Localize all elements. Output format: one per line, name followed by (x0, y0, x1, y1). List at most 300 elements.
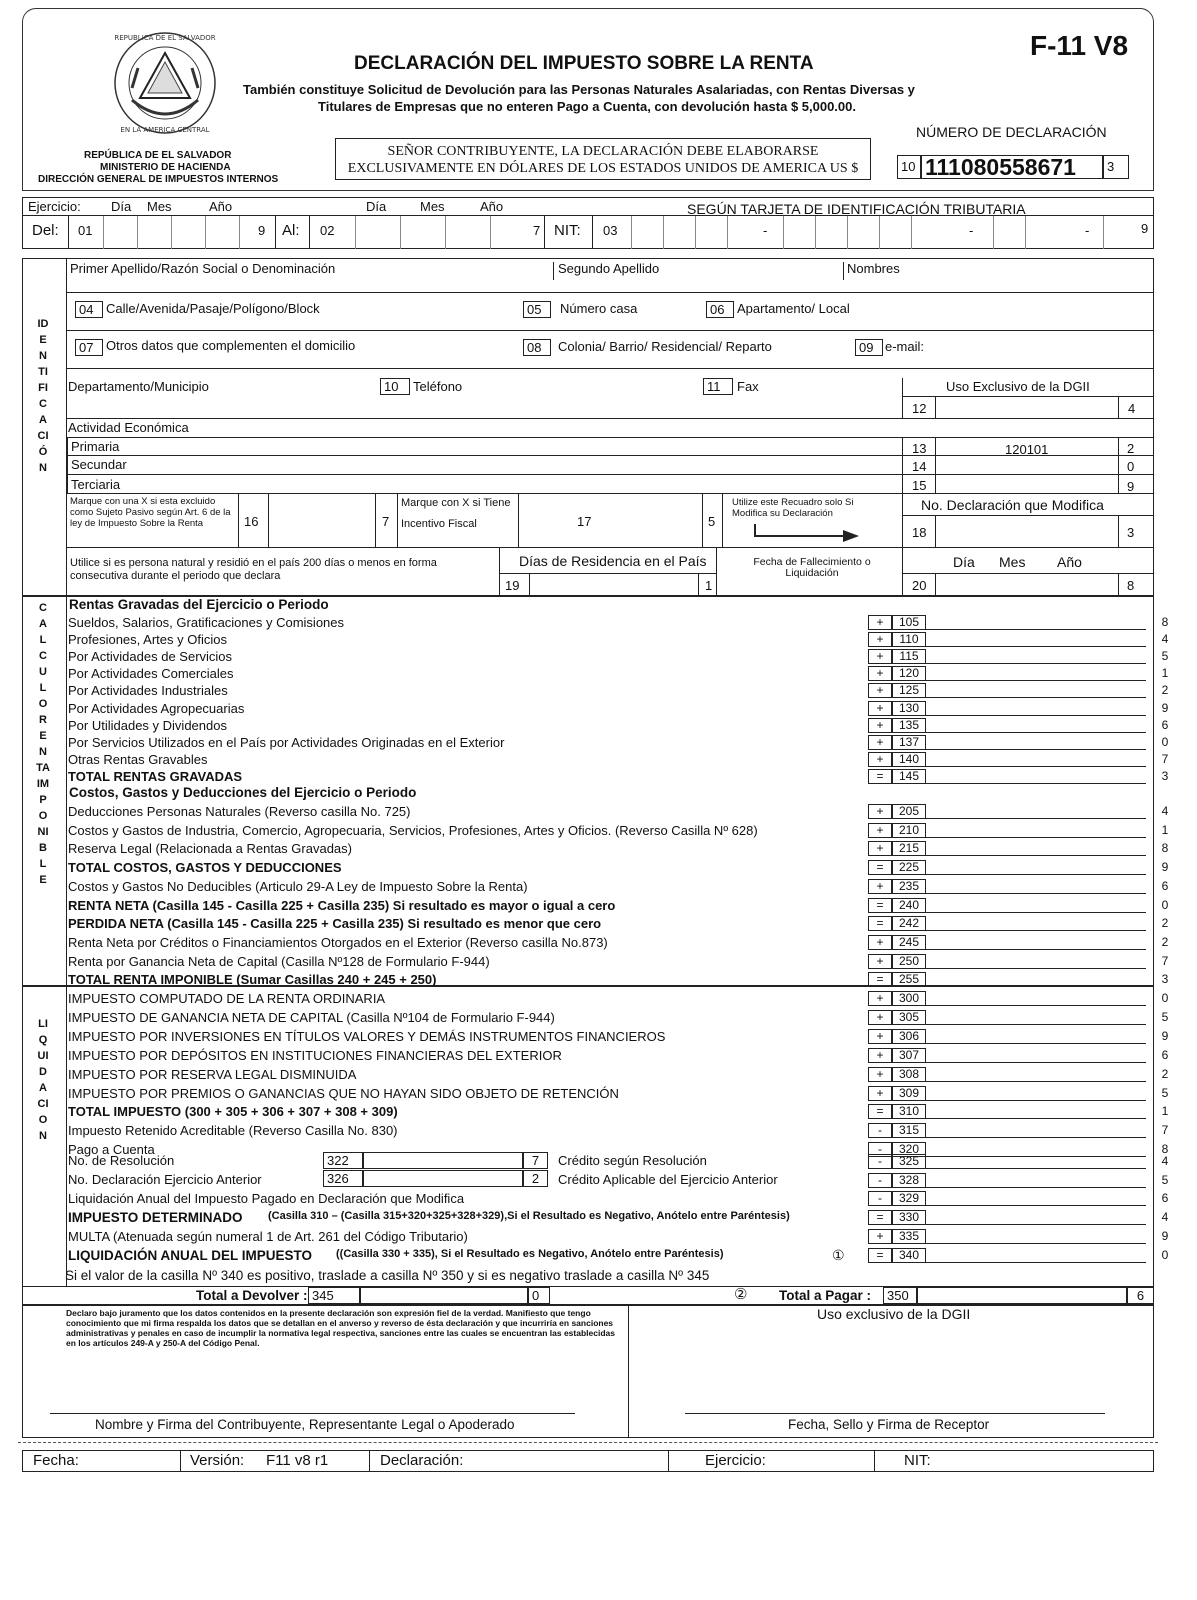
row-205 (68, 803, 1172, 820)
row-casilla: 215 (892, 841, 926, 856)
row-label: Impuesto Retenido Acreditable (Reverso Casilla No. 830) (68, 1123, 398, 1139)
check-20: 8 (1127, 578, 1135, 593)
row-110 (68, 631, 1172, 648)
segundo-apellido-label: Segundo Apellido (558, 261, 660, 276)
coat-of-arms-seal (110, 28, 220, 138)
fax-label: Fax (737, 379, 759, 394)
row-casilla: 245 (892, 935, 926, 950)
row-label: Costos y Gastos No Deducibles (Articulo 29-A Ley de Impuesto Sobre la Renta) (68, 878, 528, 894)
notice-line-2: EXCLUSIVAMENTE EN DÓLARES DE LOS ESTADOS UNIDOS DE AMERICA US $ (347, 161, 859, 176)
row-operator: + (868, 1086, 892, 1101)
row-label: Por Actividades Agropecuarias (68, 700, 245, 716)
liquidation-side-label: LIQUIDACION (37, 1018, 49, 1142)
row-check: 6 (1161, 1047, 1169, 1062)
no-resolucion-label: No. de Resolución (68, 1153, 175, 1168)
row-label: Renta por Ganancia Neta de Capital (Casilla Nº128 de Formulario F-944) (68, 953, 490, 969)
row-120 (68, 665, 1172, 682)
nit-title: SEGÚN TARJETA DE IDENTIFICACIÓN TRIBUTARIA (687, 201, 1026, 217)
row-335: MULTA (Atenuada según numeral 1 de Art. 261 del Código Tributario) + 335 9 (68, 1229, 1169, 1244)
row-check: 8 (1161, 615, 1169, 629)
row-check: 3 (1161, 972, 1169, 987)
row-casilla: 110 (892, 632, 926, 647)
row-value-input[interactable] (926, 935, 1146, 950)
row-240 (68, 897, 1172, 914)
apartamento-label: Apartamento/ Local (737, 301, 850, 316)
primer-apellido-label: Primer Apellido/Razón Social o Denominación (70, 261, 336, 276)
row-label: TOTAL RENTA IMPONIBLE (Sumar Casillas 240 + 245 + 250) (68, 972, 437, 988)
check-350: 6 (1127, 1287, 1154, 1304)
row-operator: + (868, 954, 892, 969)
row-check: 5 (1161, 1009, 1169, 1024)
credito-anterior-label: Crédito Aplicable del Ejercicio Anterior (558, 1172, 778, 1187)
costos-title: Costos, Gastos y Deducciones del Ejercicio o Periodo (69, 785, 417, 800)
row-casilla: 235 (892, 879, 926, 894)
row-casilla: 240 (892, 898, 926, 913)
check-19: 1 (705, 578, 713, 593)
rentas-gravadas-title: Rentas Gravadas del Ejercicio o Periodo (69, 597, 329, 612)
del-casilla: 01 (78, 223, 93, 238)
row-casilla: 309 (892, 1086, 926, 1101)
row-casilla: 115 (892, 649, 926, 664)
row-operator: = (868, 898, 892, 913)
row-value-input[interactable] (926, 718, 1146, 733)
row-check: 2 (1161, 916, 1169, 931)
nit-box (592, 216, 1154, 249)
row-casilla: 308 (892, 1067, 926, 1082)
al-anio-label: Año (480, 199, 504, 214)
del-date-box (68, 216, 276, 249)
row-operator: = (868, 1104, 892, 1119)
row-value-input[interactable] (926, 615, 1146, 630)
row-casilla: 310 (892, 1104, 926, 1119)
row-value-input[interactable] (926, 735, 1146, 750)
row-operator: + (868, 991, 892, 1006)
row-casilla: 130 (892, 701, 926, 716)
row-label: Por Actividades de Servicios (68, 649, 233, 665)
nit-casilla: 03 (603, 223, 618, 238)
row-casilla: 306 (892, 1029, 926, 1044)
row-casilla: 307 (892, 1048, 926, 1063)
row-check: 4 (1161, 804, 1169, 818)
row-operator: - (868, 1142, 892, 1157)
row-125 (68, 682, 1172, 699)
row-215 (68, 840, 1172, 857)
row-315 (68, 1122, 1172, 1139)
row-operator: = (868, 972, 892, 987)
casilla-18: 18 (912, 525, 927, 540)
row-operator: + (868, 615, 892, 630)
row-value-input[interactable] (926, 1029, 1146, 1044)
row-check: 3 (1161, 768, 1169, 783)
firma-contribuyente-label: Nombre y Firma del Contribuyente, Representante Legal o Apoderado (95, 1417, 515, 1432)
row-check: 8 (1161, 1142, 1169, 1157)
check-12: 4 (1128, 401, 1136, 416)
row-label: IMPUESTO COMPUTADO DE LA RENTA ORDINARIA (68, 991, 386, 1006)
al-dia-label: Día (366, 199, 387, 214)
row-310 (68, 1103, 1172, 1120)
row-casilla: 255 (892, 972, 926, 987)
row-value-input[interactable] (926, 666, 1146, 681)
row-value-input[interactable] (926, 954, 1146, 969)
check-326: 2 (523, 1170, 548, 1187)
row-value-input[interactable] (926, 823, 1146, 838)
casilla-17: 17 (577, 514, 592, 529)
row-casilla: 205 (892, 804, 926, 819)
colonia-label: Colonia/ Barrio/ Residencial/ Reparto (558, 339, 772, 354)
row-label: Otras Rentas Gravables (68, 751, 208, 767)
row-value-input[interactable] (926, 1086, 1146, 1101)
row-label: Sueldos, Salarios, Gratificaciones y Comisiones (68, 615, 345, 630)
nit-dash-2: - (969, 223, 974, 238)
incentivo-label-2: Incentivo Fiscal (401, 518, 477, 530)
notice-line-1: SEÑOR CONTRIBUYENTE, LA DECLARACIÓN DEBE ELABORARSE (387, 144, 819, 159)
casilla-13: 13 (912, 441, 927, 456)
row-casilla: 315 (892, 1123, 926, 1138)
row-210 (68, 822, 1172, 839)
row-value-input[interactable] (926, 1123, 1146, 1138)
row-label: TOTAL IMPUESTO (300 + 305 + 306 + 307 + 308 + 309) (68, 1104, 398, 1120)
row-check: 2 (1161, 683, 1169, 698)
row-operator: + (868, 649, 892, 664)
row-label: IMPUESTO POR INVERSIONES EN TÍTULOS VALORES Y DEMÁS INSTRUMENTOS FINANCIEROS (68, 1028, 666, 1044)
check-16: 7 (382, 514, 390, 529)
row-check: 6 (1161, 878, 1169, 893)
receipt-fecha-label: Fecha: (33, 1452, 79, 1469)
total-pagar-input[interactable] (917, 1287, 1127, 1304)
row-check: 0 (1161, 897, 1169, 912)
row-300 (68, 990, 1172, 1007)
row-label: IMPUESTO DE GANANCIA NETA DE CAPITAL (Casilla Nº104 de Formulario F-944) (68, 1009, 555, 1025)
row-check: 5 (1161, 1085, 1169, 1100)
row-casilla: 210 (892, 823, 926, 838)
row-label: Costos y Gastos de Industria, Comercio, Agropecuaria, Servicios, Profesiones, Artes y Oficios. (Reverso Casilla Nº 628) (68, 822, 758, 838)
row-306 (68, 1028, 1172, 1045)
total-pagar-label: Total a Pagar : (779, 1288, 872, 1303)
casilla-04: 04 (75, 301, 103, 318)
row-label: Renta Neta por Créditos o Financiamientos Otorgados en el Exterior (Reverso casilla No.873) (68, 934, 608, 950)
receipt-ejercicio-label: Ejercicio: (705, 1452, 766, 1469)
row-check: 9 (1161, 700, 1169, 715)
casilla-09: 09 (855, 339, 883, 356)
row-value-input[interactable] (926, 804, 1146, 819)
row-operator: = (868, 860, 892, 875)
row-check: 7 (1161, 1123, 1169, 1138)
del-anio-label: Año (209, 199, 233, 214)
row-label: Por Actividades Industriales (68, 683, 228, 699)
issuer-direction: DIRECCIÓN GENERAL DE IMPUESTOS INTERNOS (38, 174, 279, 185)
row-140 (68, 751, 1172, 768)
row-operator: = (868, 769, 892, 784)
row-340: LIQUIDACIÓN ANUAL DEL IMPUESTO ((Casilla 330 + 335), Si el Resultado es Negativo, Anótelo entre Paréntesis) ① = 340 0 (68, 1247, 1169, 1263)
row-value-input[interactable] (926, 991, 1146, 1006)
nit-dash-1: - (763, 223, 768, 238)
casilla-15: 15 (912, 478, 927, 493)
form-subtitle-2: Titulares de Empresas que no enteren Pago a Cuenta, con devolución hasta $ 5,000.00. (318, 99, 856, 114)
casilla-06: 06 (706, 301, 734, 318)
row-308 (68, 1066, 1172, 1083)
row-250 (68, 953, 1172, 970)
total-devolver-input[interactable] (360, 1287, 528, 1304)
row-operator: + (868, 718, 892, 733)
casilla-322: 322 (323, 1152, 363, 1169)
casilla-08: 08 (523, 339, 551, 356)
check-17: 5 (708, 514, 716, 529)
row-305 (68, 1009, 1172, 1026)
identification-side-label: IDENTIFICACIÓN (37, 318, 49, 474)
row-value-input[interactable] (926, 683, 1146, 698)
row-value-input[interactable] (926, 1104, 1146, 1119)
row-casilla: 320 (892, 1142, 926, 1157)
arrow-right-icon (753, 522, 863, 544)
incentivo-label-1: Marque con X si Tiene (401, 497, 511, 509)
form-title: DECLARACIÓN DEL IMPUESTO SOBRE LA RENTA (354, 53, 814, 74)
row-label: Por Utilidades y Dividendos (68, 717, 227, 733)
al-date-box (309, 216, 545, 249)
declaration-number-label: NÚMERO DE DECLARACIÓN (916, 124, 1107, 140)
fallecimiento-dia-label: Día (953, 554, 975, 570)
issuer-country: REPÚBLICA DE EL SALVADOR (84, 150, 232, 161)
row-operator: + (868, 804, 892, 819)
row-label: IMPUESTO POR PREMIOS O GANANCIAS QUE NO HAYAN SIDO OBJETO DE RETENCIÓN (68, 1085, 619, 1101)
departamento-label: Departamento/Municipio (68, 379, 209, 394)
del-mes-label: Mes (147, 199, 172, 214)
receipt-declaracion-label: Declaración: (380, 1452, 464, 1469)
row-operator: + (868, 841, 892, 856)
row-value-input[interactable] (926, 632, 1146, 647)
residio-label: Utilice si es persona natural y residió en el país 200 días o menos en forma consecutiva durante el periodo que declara (70, 557, 437, 582)
row-check: 1 (1161, 666, 1169, 681)
al-casilla: 02 (320, 223, 335, 238)
modifica-label: Utilize este Recuadro solo Si Modifica su Declaración (732, 497, 854, 519)
secundar-label: Secundar (71, 457, 127, 472)
row-casilla: 140 (892, 752, 926, 767)
row-casilla: 242 (892, 916, 926, 931)
row-casilla: 120 (892, 666, 926, 681)
receipt-nit-label: NIT: (904, 1452, 931, 1469)
row-casilla: 305 (892, 1010, 926, 1025)
fallecimiento-label: Fecha de Fallecimiento o Liquidación (753, 556, 871, 579)
no-decl-anterior-label: No. Declaración Ejercicio Anterior (68, 1172, 262, 1187)
receipt-version-value: F11 v8 r1 (266, 1452, 329, 1469)
row-casilla: 137 (892, 735, 926, 750)
traslade-note: Si el valor de la casilla Nº 340 es positivo, traslade a casilla Nº 350 y si es negativo traslade a casilla Nº 345 (65, 1268, 710, 1283)
casilla-05: 05 (523, 301, 551, 318)
row-operator: + (868, 879, 892, 894)
row-115 (68, 648, 1172, 665)
row-casilla: 225 (892, 860, 926, 875)
total-devolver-label: Total a Devolver : (196, 1288, 308, 1303)
actividad-primaria-code: 120101 (1005, 442, 1049, 457)
row-operator: = (868, 916, 892, 931)
check-15: 9 (1127, 479, 1135, 494)
row-329: Liquidación Anual del Impuesto Pagado en Declaración que Modifica - 329 6 (68, 1191, 1169, 1206)
excluido-label: Marque con una X si esta excluido como Sujeto Pasivo según Art. 6 de la ley de Impuesto Sobre la Renta (70, 496, 231, 529)
circle-2-marker: ② (734, 1286, 748, 1303)
signature-line-left (50, 1413, 575, 1414)
row-operator: + (868, 683, 892, 698)
row-operator: + (868, 632, 892, 647)
al-mes-label: Mes (420, 199, 445, 214)
email-label: e-mail: (885, 339, 925, 354)
declaration-check: 3 (1103, 155, 1129, 179)
casilla-16: 16 (244, 514, 259, 529)
casilla-14: 14 (912, 459, 927, 474)
casilla-19: 19 (505, 578, 520, 593)
al-check: 7 (533, 223, 541, 238)
casilla-20: 20 (912, 578, 927, 593)
row-label: Pago a Cuenta (68, 1142, 155, 1158)
casilla-07: 07 (75, 339, 103, 356)
row-check: 5 (1161, 649, 1169, 664)
row-330: IMPUESTO DETERMINADO (Casilla 310 – (Casilla 315+320+325+328+329),Si el Resultado es Negativo, Anótelo entre Paréntesis) = 330 4 (68, 1210, 1169, 1225)
no-decl-modifica-label: No. Declaración que Modifica (921, 497, 1104, 513)
row-operator: + (868, 701, 892, 716)
row-label: TOTAL RENTAS GRAVADAS (68, 768, 243, 784)
casilla-345: 345 (308, 1287, 360, 1304)
row-label: Por Actividades Comerciales (68, 666, 234, 682)
row-325: - 325 4 (68, 1153, 1172, 1170)
form-code: F-11 V8 (1030, 30, 1129, 61)
row-operator: - (868, 1123, 892, 1138)
row-135 (68, 717, 1172, 734)
casilla-326: 326 (323, 1170, 363, 1187)
fallecimiento-anio-label: Año (1057, 554, 1082, 570)
declaration-prefix: 10 (897, 155, 921, 179)
nit-label: NIT: (554, 222, 581, 239)
row-label: IMPUESTO POR DEPÓSITOS EN INSTITUCIONES FINANCIERAS DEL EXTERIOR (68, 1047, 562, 1063)
row-value-input[interactable] (926, 1010, 1146, 1025)
row-operator: + (868, 1048, 892, 1063)
row-328: - 328 5 (68, 1172, 1172, 1189)
row-value-input[interactable] (926, 701, 1146, 716)
row-242 (68, 915, 1172, 932)
row-casilla: 145 (892, 769, 926, 784)
row-label: Deducciones Personas Naturales (Reverso casilla No. 725) (68, 804, 411, 819)
row-casilla: 135 (892, 718, 926, 733)
del-dia-label: Día (111, 199, 132, 214)
row-operator: + (868, 1010, 892, 1025)
row-check: 1 (1161, 1104, 1169, 1119)
declaration-number: 111080558671 (921, 155, 1103, 179)
row-casilla: 250 (892, 954, 926, 969)
del-label: Del: (32, 222, 59, 239)
row-label: TOTAL COSTOS, GASTOS Y DEDUCCIONES (68, 860, 342, 876)
svg-text:EN LA AMERICA CENTRAL: EN LA AMERICA CENTRAL (120, 126, 210, 134)
check-322: 7 (523, 1152, 548, 1169)
check-18: 3 (1127, 525, 1135, 540)
row-check: 8 (1161, 841, 1169, 856)
row-label: Por Servicios Utilizados en el País por Actividades Originadas en el Exterior (68, 734, 505, 750)
numero-casa-label: Número casa (560, 301, 638, 316)
row-235 (68, 878, 1172, 895)
row-casilla: 300 (892, 991, 926, 1006)
nit-dash-3: - (1085, 223, 1090, 238)
firma-receptor-label: Fecha, Sello y Firma de Receptor (788, 1417, 990, 1432)
terciaria-label: Terciaria (71, 477, 121, 492)
currency-notice (335, 138, 871, 180)
row-check: 0 (1161, 991, 1169, 1005)
otros-datos-label: Otros datos que complementen el domicilio (106, 338, 356, 353)
fallecimiento-mes-label: Mes (999, 554, 1026, 570)
row-operator: + (868, 935, 892, 950)
row-operator: + (868, 823, 892, 838)
row-137 (68, 734, 1172, 751)
row-check: 0 (1161, 734, 1169, 749)
telefono-label: Teléfono (413, 379, 463, 394)
row-value-input[interactable] (926, 860, 1146, 875)
row-operator: + (868, 1067, 892, 1082)
primaria-label: Primaria (71, 439, 120, 454)
credito-resolucion-label: Crédito según Resolución (558, 1153, 707, 1168)
actividad-label: Actividad Económica (68, 420, 189, 435)
row-value-input[interactable] (926, 841, 1146, 856)
row-casilla: 105 (892, 615, 926, 630)
row-check: 7 (1161, 953, 1169, 968)
issuer-ministry: MINISTERIO DE HACIENDA (100, 162, 231, 173)
row-130 (68, 700, 1172, 717)
check-345: 0 (528, 1287, 550, 1304)
row-label: RENTA NETA (Casilla 145 - Casilla 225 + Casilla 235) Si resultado es mayor o igual a cero (68, 897, 616, 913)
row-225 (68, 859, 1172, 876)
row-value-input[interactable] (926, 769, 1146, 784)
row-casilla: 125 (892, 683, 926, 698)
row-check: 2 (1161, 1066, 1169, 1081)
row-check: 1 (1161, 822, 1169, 837)
casilla-10: 10 (380, 378, 410, 395)
row-105 (68, 614, 1172, 631)
row-check: 2 (1161, 934, 1169, 949)
form-subtitle-1: También constituye Solicitud de Devolución para las Personas Naturales Asalariadas, con Rentas Diversas y (243, 82, 915, 97)
row-operator: + (868, 1029, 892, 1044)
row-check: 9 (1161, 860, 1169, 875)
row-label: PERDIDA NETA (Casilla 145 - Casilla 225 + Casilla 235) Si resultado es menor que cero (68, 916, 602, 932)
declaracion-jurada-text: Declaro bajo juramento que los datos contenidos en la presente declaración son expresión fiel de la verdad. Manifiesto que tengo conocimiento que mi firma respalda los datos que se detallan en el anverso y reverso de ésta declaración y que incurriría en sanciones administrativas y penales en caso de incumplir la normativa legal respectiva, sanciones entre las cuales se encuentran las establecidas en los artículos 249-A y 250-A del Código Penal. (66, 1308, 615, 1348)
row-label: Profesiones, Artes y Oficios (68, 632, 227, 648)
casilla-350: 350 (883, 1287, 917, 1304)
row-value-input[interactable] (926, 1067, 1146, 1082)
row-check: 6 (1161, 717, 1169, 732)
nit-check: 9 (1141, 221, 1149, 236)
check-14: 0 (1127, 459, 1135, 474)
row-value-input[interactable] (926, 898, 1146, 913)
row-value-input[interactable] (926, 649, 1146, 664)
row-307 (68, 1047, 1172, 1064)
row-operator: + (868, 735, 892, 750)
row-value-input[interactable] (926, 1048, 1146, 1063)
del-check: 9 (258, 223, 266, 238)
row-value-input[interactable] (926, 879, 1146, 894)
row-245 (68, 934, 1172, 951)
signature-line-right (685, 1413, 1105, 1414)
check-13: 2 (1127, 441, 1135, 456)
row-value-input[interactable] (926, 752, 1146, 767)
row-label: Reserva Legal (Relacionada a Rentas Gravadas) (68, 841, 352, 857)
casilla-11: 11 (703, 378, 733, 395)
row-label: IMPUESTO POR RESERVA LEGAL DISMINUIDA (68, 1066, 357, 1082)
row-check: 4 (1161, 632, 1169, 647)
dias-residencia-label: Días de Residencia en el País (519, 553, 707, 569)
ejercicio-label: Ejercicio: (28, 199, 81, 214)
row-value-input[interactable] (926, 916, 1146, 931)
row-309 (68, 1085, 1172, 1102)
row-145 (68, 768, 1172, 785)
uso-dgii-footer-label: Uso exclusivo de la DGII (817, 1306, 971, 1322)
casilla-12: 12 (912, 401, 927, 416)
nombres-label: Nombres (847, 261, 900, 276)
svg-text:REPUBLICA DE EL SALVADOR: REPUBLICA DE EL SALVADOR (114, 34, 216, 42)
row-check: 7 (1161, 751, 1169, 766)
row-operator: + (868, 666, 892, 681)
